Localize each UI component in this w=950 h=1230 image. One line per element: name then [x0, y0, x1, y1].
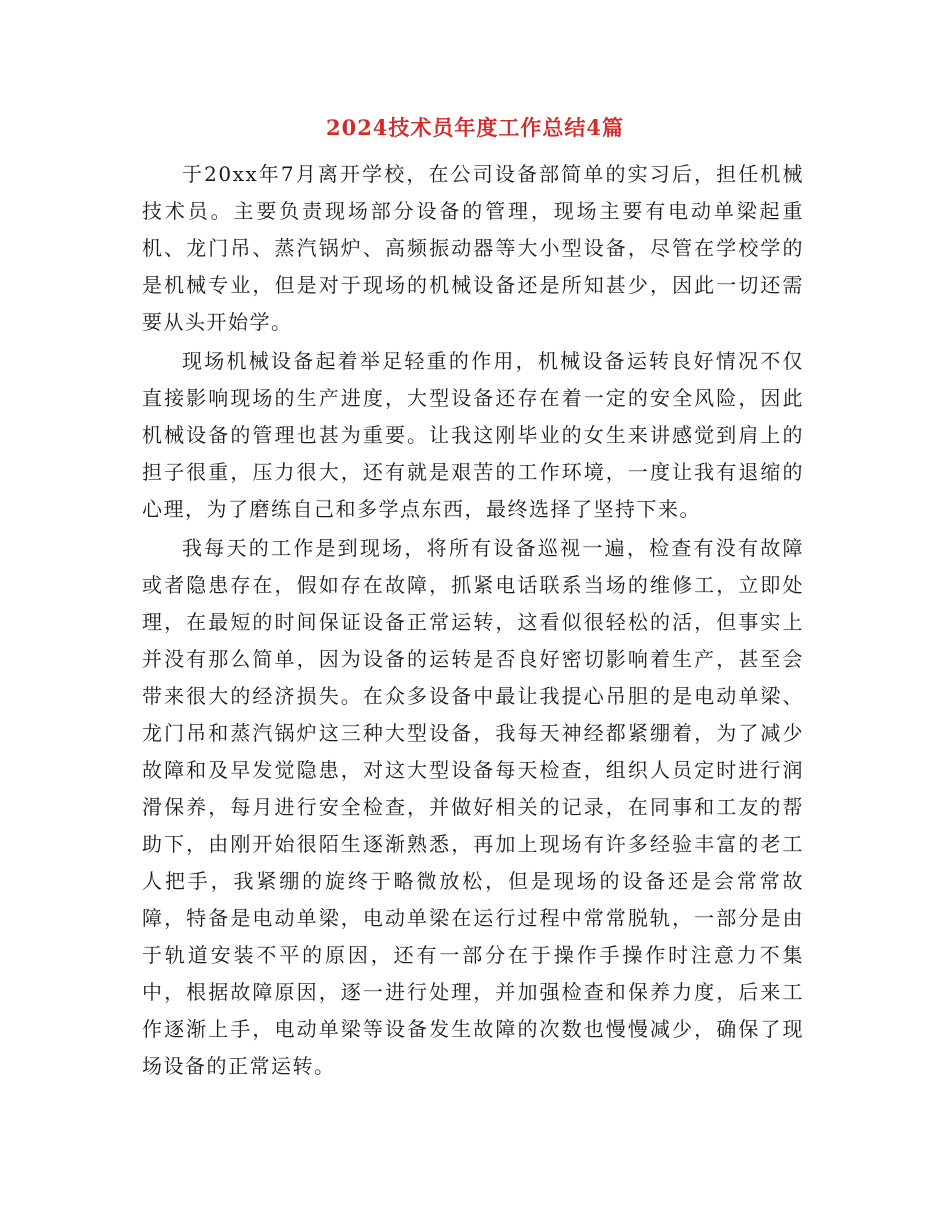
paragraph-1: 于20xx年7月离开学校，在公司设备部简单的实习后，担任机械技术员。主要负责现场部分设备的管理，现场主要有电动单梁起重机、龙门吊、蒸汽锅炉、高频振动器等大小型设备，尽管在学校学的是机械专业，但是对于现场的机械设备还是所知甚少，因此一切还需要从头开始学。 — [142, 162, 804, 334]
document-body — [142, 156, 804, 1087]
paragraph-2: 现场机械设备起着举足轻重的作用，机械设备运转良好情况不仅直接影响现场的生产进度，大型设备还存在着一定的安全风险，因此机械设备的管理也甚为重要。让我这刚毕业的女生来讲感觉到肩上的担子很重，压力很大，还有就是艰苦的工作环境，一度让我有退缩的心理，为了磨练自己和多学点东西，最终选择了坚持下来。 — [142, 349, 804, 521]
paragraph-3: 我每天的工作是到现场，将所有设备巡视一遍，检查有没有故障或者隐患存在，假如存在故障，抓紧电话联系当场的维修工，立即处理，在最短的时间保证设备正常运转，这看似很轻松的活，但事实上并没有那么简单，因为设备的运转是否良好密切影响着生产，甚至会带来很大的经济损失。在众多设备中最让我提心吊胆的是电动单梁、龙门吊和蒸汽锅炉这三种大型设备，我每天神经都紧绷着，为了减少故障和及早发觉隐患，对这大型设备每天检查，组织人员定时进行润滑保养，每月进行安全检查，并做好相关的记录，在同事和工友的帮助下，由刚开始很陌生逐渐熟悉，再加上现场有许多经验丰富的老工人把手，我紧绷的旋终于略微放松，但是现场的设备还是会常常故障，特备是电动单梁，电动单梁在运行过程中常常脱轨，一部分是由于轨道安装不平的原因，还有一部分在于操作手操作时注意力不集中，根据故障原因，逐一进行处理，并加强检查和保养力度，后来工作逐渐上手，电动单梁等设备发生故障的次数也慢慢减少，确保了现场设备的正常运转。 — [142, 536, 804, 1078]
document-title: 2024技术员年度工作总结4篇 — [325, 115, 625, 140]
